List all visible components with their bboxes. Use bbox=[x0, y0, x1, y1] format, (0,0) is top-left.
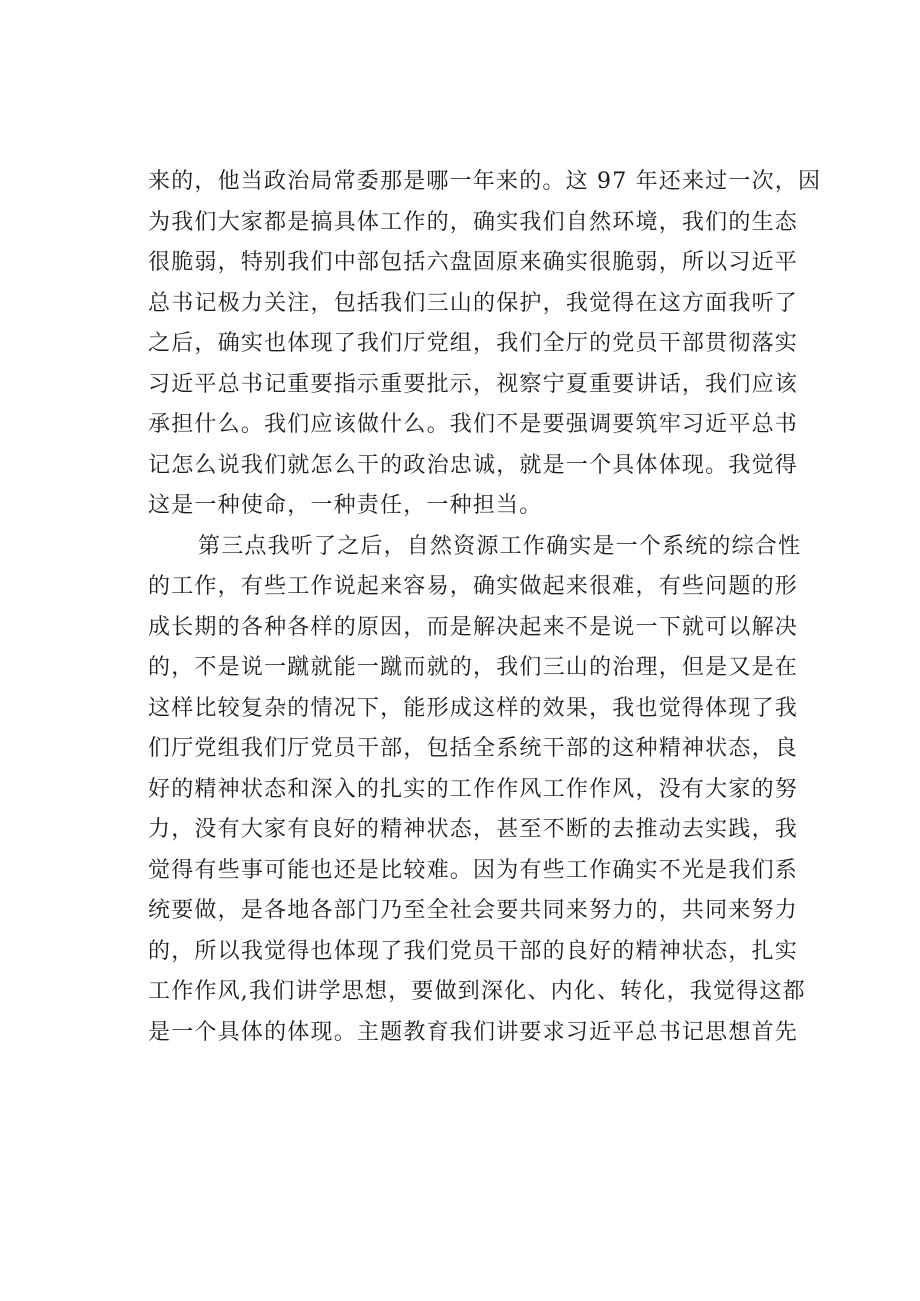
text-line: 习近平总书记重要指示重要批示，视察宁夏重要讲话，我们应该 bbox=[148, 371, 798, 397]
text-line: 承担什么。我们应该做什么。我们不是要强调要筑牢习近平总书 bbox=[148, 412, 798, 437]
text-line: 的，不是说一蹴就能一蹴而就的，我们三山的治理，但是又是在 bbox=[148, 655, 798, 680]
text-line: 很脆弱，特别我们中部包括六盘固原来确实很脆弱，所以习近平 bbox=[148, 250, 798, 275]
text-line: 总书记极力关注，包括我们三山的保护，我觉得在这方面我听了 bbox=[148, 290, 798, 316]
text-line: 成长期的各种各样的原因，而是解决起来不是说一下就可以解决 bbox=[148, 614, 798, 640]
text-line-paragraph-end: 这是一种使命，一种责任，一种担当。 bbox=[148, 493, 543, 518]
text-line-paragraph-start: 第三点我听了之后，自然资源工作确实是一个系统的综合性 bbox=[198, 533, 802, 559]
text-line: 们厅党组我们厅党员干部，包括全系统干部的这种精神状态，良 bbox=[148, 736, 798, 761]
text-line: 为我们大家都是搞具体工作的，确实我们自然环境，我们的生态 bbox=[148, 209, 798, 235]
text-line: 觉得有些事可能也还是比较难。因为有些工作确实不光是我们系 bbox=[148, 857, 798, 883]
text-line: 这样比较复杂的情况下，能形成这样的效果，我也觉得体现了我 bbox=[148, 695, 798, 721]
text-line: 来的，他当政治局常委那是哪一年来的。这 97 年还来过一次，因 bbox=[148, 169, 822, 194]
text-line: 记怎么说我们就怎么干的政治忠诚，就是一个具体体现。我觉得 bbox=[148, 452, 798, 478]
text-line: 之后，确实也体现了我们厅党组，我们全厅的党员干部贯彻落实 bbox=[148, 331, 798, 356]
text-line: 力，没有大家有良好的精神状态，甚至不断的去推动去实践，我 bbox=[148, 817, 798, 842]
text-line: 好的精神状态和深入的扎实的工作作风工作作风，没有大家的努 bbox=[148, 776, 798, 802]
body-text bbox=[148, 162, 822, 1053]
text-line: 的，所以我觉得也体现了我们党员干部的良好的精神状态，扎实 bbox=[148, 938, 798, 964]
text-line: 工作作风,我们讲学思想，要做到深化、内化、转化，我觉得这都 bbox=[148, 979, 806, 1004]
text-line: 是一个具体的体现。主题教育我们讲要求习近平总书记思想首先 bbox=[148, 1019, 798, 1045]
text-line: 的工作，有些工作说起来容易，确实做起来很难，有些问题的形 bbox=[148, 574, 798, 599]
text-line: 统要做，是各地各部门乃至全社会要共同来努力的，共同来努力 bbox=[148, 898, 798, 923]
